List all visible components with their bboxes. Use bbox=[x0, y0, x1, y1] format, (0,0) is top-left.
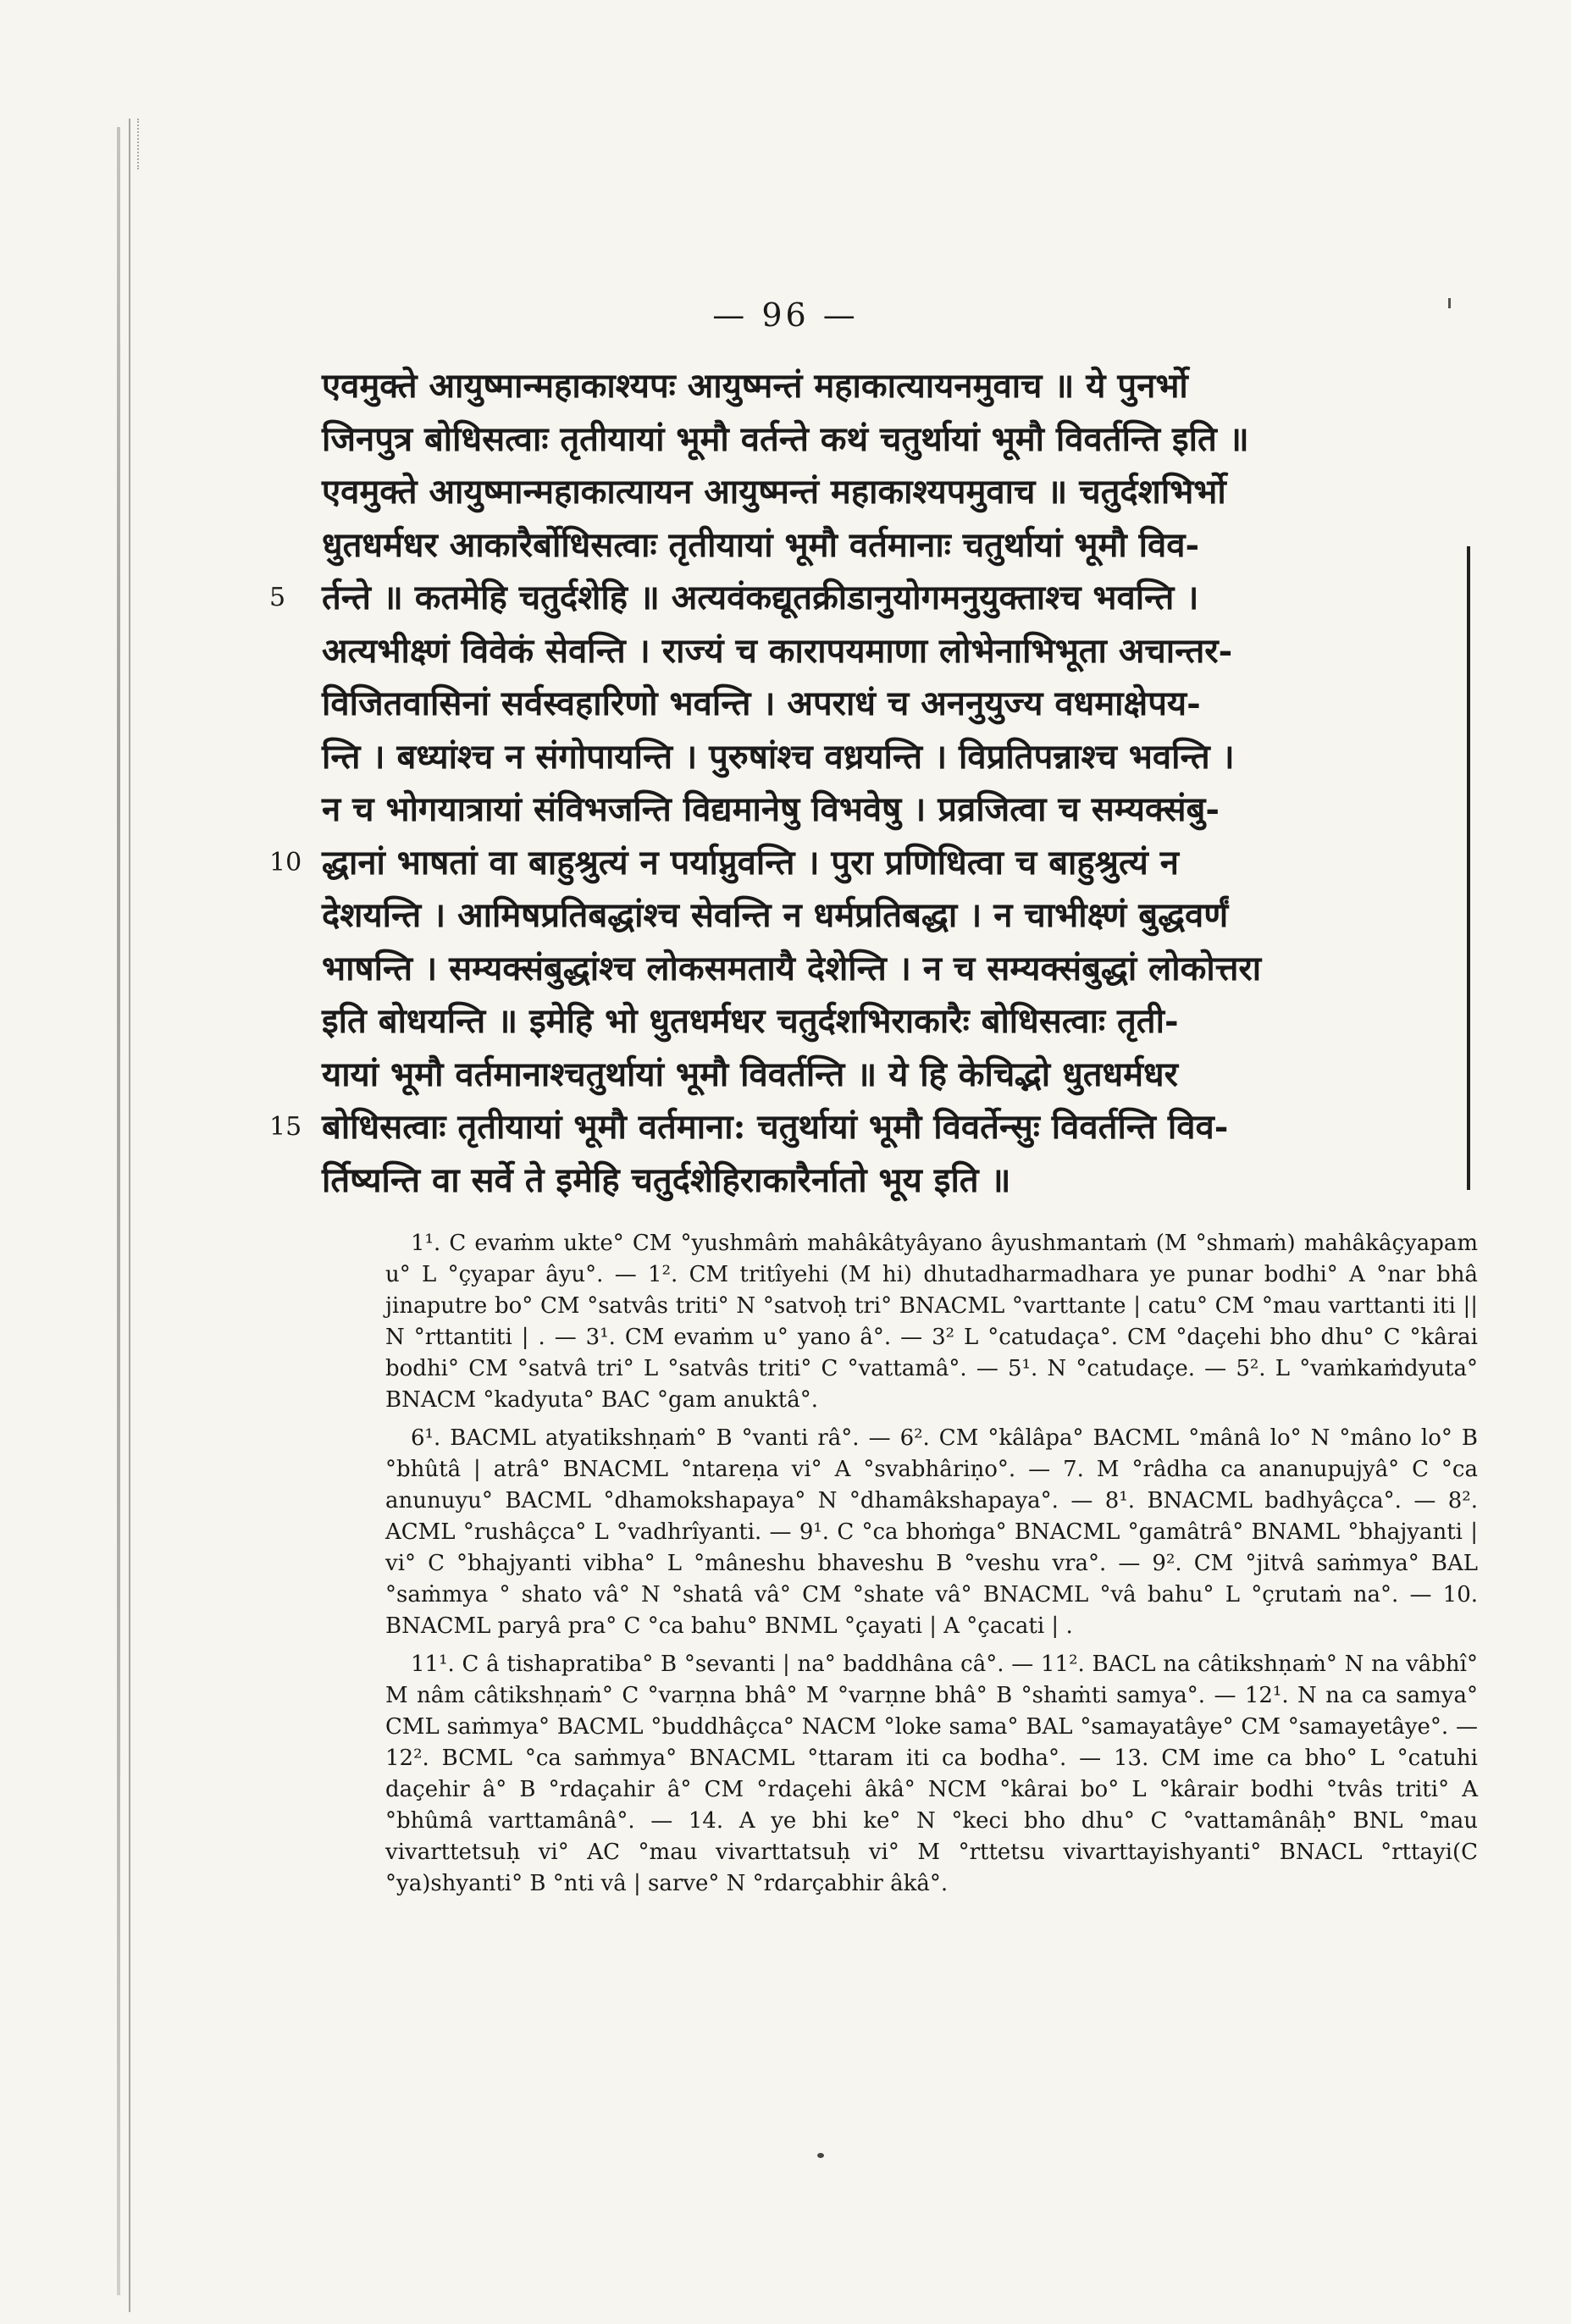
edge-mark bbox=[137, 119, 154, 169]
note-paragraph: 1¹. C evaṁm ukte° CM °yushmâṁ mahâkâtyâyano âyushmantaṁ (M °shmaṁ) mahâkâçyapam u° L °çyapar âyu°. — 1². CM tritîyehi (M hi) dhutadharmadhara ye punar bodhi° A °nar bhâ jinaputre bo° CM °satvâs triti° N °satvoḥ tri° BNACML °varttante | catu° CM °mau varttanti iti || N °rttantiti | . — 3¹. CM evaṁm u° yano â°. — 3² L °catudaça°. CM °daçehi bho dhu° C °kârai bodhi° CM °satvâ tri° L °satvâs triti° C °vattamâ°. — 5¹. N °catudaçe. — 5². L °vaṁkaṁdyuta° BNACM °kadyuta° BAC °gam anuktâ°. bbox=[385, 1231, 1478, 1413]
sanskrit-line bbox=[322, 678, 1482, 731]
sanskrit-line bbox=[322, 1154, 1482, 1208]
sanskrit-line-text: अत्यभीक्ष्णं विवेकं सेवन्ति । राज्यं च कारापयमाणा लोभेनाभिभूता अचान्तर- bbox=[322, 630, 1233, 671]
binding-edge-inner bbox=[129, 119, 130, 2312]
sanskrit-line bbox=[269, 1101, 1482, 1154]
sanskrit-line bbox=[322, 995, 1482, 1049]
sanskrit-line bbox=[322, 731, 1482, 784]
sanskrit-line-text: एवमुक्ते आयुष्मान्महाकाश्यपः आयुष्मन्तं महाकात्यायनमुवाच ॥ ये पुनर्भो bbox=[322, 366, 1188, 406]
sanskrit-line bbox=[322, 625, 1482, 678]
sanskrit-line-text: विजितवासिनां सर्वस्वहारिणो भवन्ति । अपराधं च अननुयुज्य वधमाक्षेपय- bbox=[322, 683, 1201, 723]
sanskrit-line-text: यायां भूमौ वर्तमानाश्चतुर्थायां भूमौ विवर्तन्ति ॥ ये हि केचिद्भो धुतधर्मधर bbox=[322, 1054, 1178, 1094]
sanskrit-text-block bbox=[269, 360, 1482, 1207]
sanskrit-line-text: र्तन्ते ॥ कतमेहि चतुर्दशेहि ॥ अत्यवंकद्यूतक्रीडानुयोगमनुयुक्ताश्च भवन्ति । bbox=[322, 578, 1199, 617]
sanskrit-line bbox=[269, 572, 1482, 625]
sanskrit-line-text: न्ति । बध्यांश्च न संगोपायन्ति । पुरुषांश्च वध्रयन्ति । विप्रतिपन्नाश्च भवन्ति । bbox=[322, 736, 1235, 777]
sanskrit-line bbox=[322, 466, 1482, 519]
note-paragraph: 6¹. BACML atyatikshṇaṁ° B °vanti râ°. — 6². CM °kâlâpa° BACML °mânâ lo° N °mâno lo° B °bhûtâ | atrâ° BNACML °ntareṇa vi° A °svabhâriṇo°. — 7. M °râdha ca ananupujyâ° C °ca anunuyu° BACML °dhamokshapaya° N °dhamâkshapaya°. — 8¹. BNACML badhyâçca°. — 8². ACML °rushâçca° L °vadhrîyanti. — 9¹. C °ca bhoṁga° BNACML °gamâtrâ° BNAML °bhajyanti | vi° C °bhajyanti vibha° L °mâneshu bhaveshu B °veshu vra°. — 9². CM °jitvâ saṁmya° BAL °saṁmya ° shato vâ° N °shatâ vâ° CM °shate vâ° BNACML °vâ bahu° L °çrutaṁ na°. — 10. BNACML paryâ pra° C °ca bahu° BNML °çayati | A °çacati | . bbox=[385, 1425, 1478, 1639]
sanskrit-line-text: एवमुक्ते आयुष्मान्महाकात्यायन आयुष्मन्तं महाकाश्यपमुवाच ॥ चतुर्दशभिर्भो bbox=[322, 472, 1226, 512]
line-number: 10 bbox=[269, 847, 302, 877]
line-number: 15 bbox=[269, 1112, 302, 1142]
note-paragraph: 11¹. C â tishapratiba° B °sevanti | na° baddhâna câ°. — 11². BACL na câtikshṇaṁ° N na vâbhî° M nâm câtikshṇaṁ° C °varṇna bhâ° M °varṇne bhâ° B °shaṁti samya°. — 12¹. N na ca samya° CML saṁmya° BACML °buddhâçca° NACM °loke sama° BAL °samayatâye° CM °samayetâye°. — 12². BCML °ca saṁmya° BNACML °ttaram iti ca bodha°. — 13. CM ime ca bho° L °catuhi daçehir â° B °rdaçahir â° CM °rdaçehi âkâ° NCM °kârai bo° L °kârair bodhi °tvâs triti° A °bhûmâ varttamânâ°. — 14. A ye bhi ke° N °keci bho dhu° C °vattamânâḥ° BNL °mau vivarttetsuḥ vi° AC °mau vivarttatsuḥ vi° M °rttetsu vivarttayishyanti° BNACL °rttayi(C °ya)shyanti° B °nti vâ | sarve° N °rdarçabhir âkâ°. bbox=[385, 1652, 1478, 1896]
sanskrit-line bbox=[322, 889, 1482, 943]
sanskrit-line bbox=[322, 360, 1482, 413]
sanskrit-line bbox=[322, 943, 1482, 996]
sanskrit-line-text: द्धानां भाषतां वा बाहुश्रुत्यं न पर्याप्नुवन्ति । पुरा प्रणिधित्वा च बाहुश्रुत्यं न bbox=[322, 842, 1179, 883]
margin-bar bbox=[1467, 546, 1470, 1190]
sanskrit-line-text: देशयन्ति । आमिषप्रतिबद्धांश्च सेवन्ति न धर्मप्रतिबद्धा । न चाभीक्ष्णं बुद्धवर्णं bbox=[322, 895, 1229, 935]
sanskrit-line-text: इति बोधयन्ति ॥ इमेहि भो धुतधर्मधर चतुर्दशभिराकारैः बोधिसत्वाः तृती- bbox=[322, 1001, 1179, 1041]
sanskrit-line bbox=[322, 1049, 1482, 1102]
sanskrit-line bbox=[322, 413, 1482, 467]
sanskrit-line-text: भाषन्ति । सम्यक्संबुद्धांश्च लोकसमतायै देशेन्ति । न च सम्यक्संबुद्धां लोकोत्तरा bbox=[322, 948, 1262, 988]
sanskrit-line-text: न च भोगयात्रायां संविभजन्ति विद्यमानेषु विभवेषु । प्रव्रजित्वा च सम्यक्संबु- bbox=[322, 789, 1220, 829]
sanskrit-line-text: जिनपुत्र बोधिसत्वाः तृतीयायां भूमौ वर्तन्ते कथं चतुर्थायां भूमौ विवर्तन्ति इति ॥ bbox=[322, 418, 1249, 459]
bottom-dot bbox=[817, 2153, 824, 2158]
page-number: — 96 — bbox=[712, 296, 859, 334]
sanskrit-line bbox=[322, 519, 1482, 573]
sanskrit-line bbox=[269, 837, 1482, 890]
sanskrit-line-text: र्तिष्यन्ति वा सर्वे ते इमेहि चतुर्दशेहिराकारैर्नातो भूय इति ॥ bbox=[322, 1159, 1011, 1200]
binding-edge bbox=[117, 127, 120, 2295]
sanskrit-line-text: बोधिसत्वाः तृतीयायां भूमौ वर्तमाना: चतुर्थायां भूमौ विवर्तेन्सुः विवर्तन्ति विव- bbox=[322, 1107, 1229, 1147]
sanskrit-line-text: धुतधर्मधर आकारैर्बोधिसत्वाः तृतीयायां भूमौ वर्तमानाः चतुर्थायां भूमौ विव- bbox=[322, 524, 1200, 565]
critical-apparatus bbox=[385, 1228, 1478, 1906]
line-number: 5 bbox=[269, 583, 286, 612]
sanskrit-line bbox=[322, 783, 1482, 837]
